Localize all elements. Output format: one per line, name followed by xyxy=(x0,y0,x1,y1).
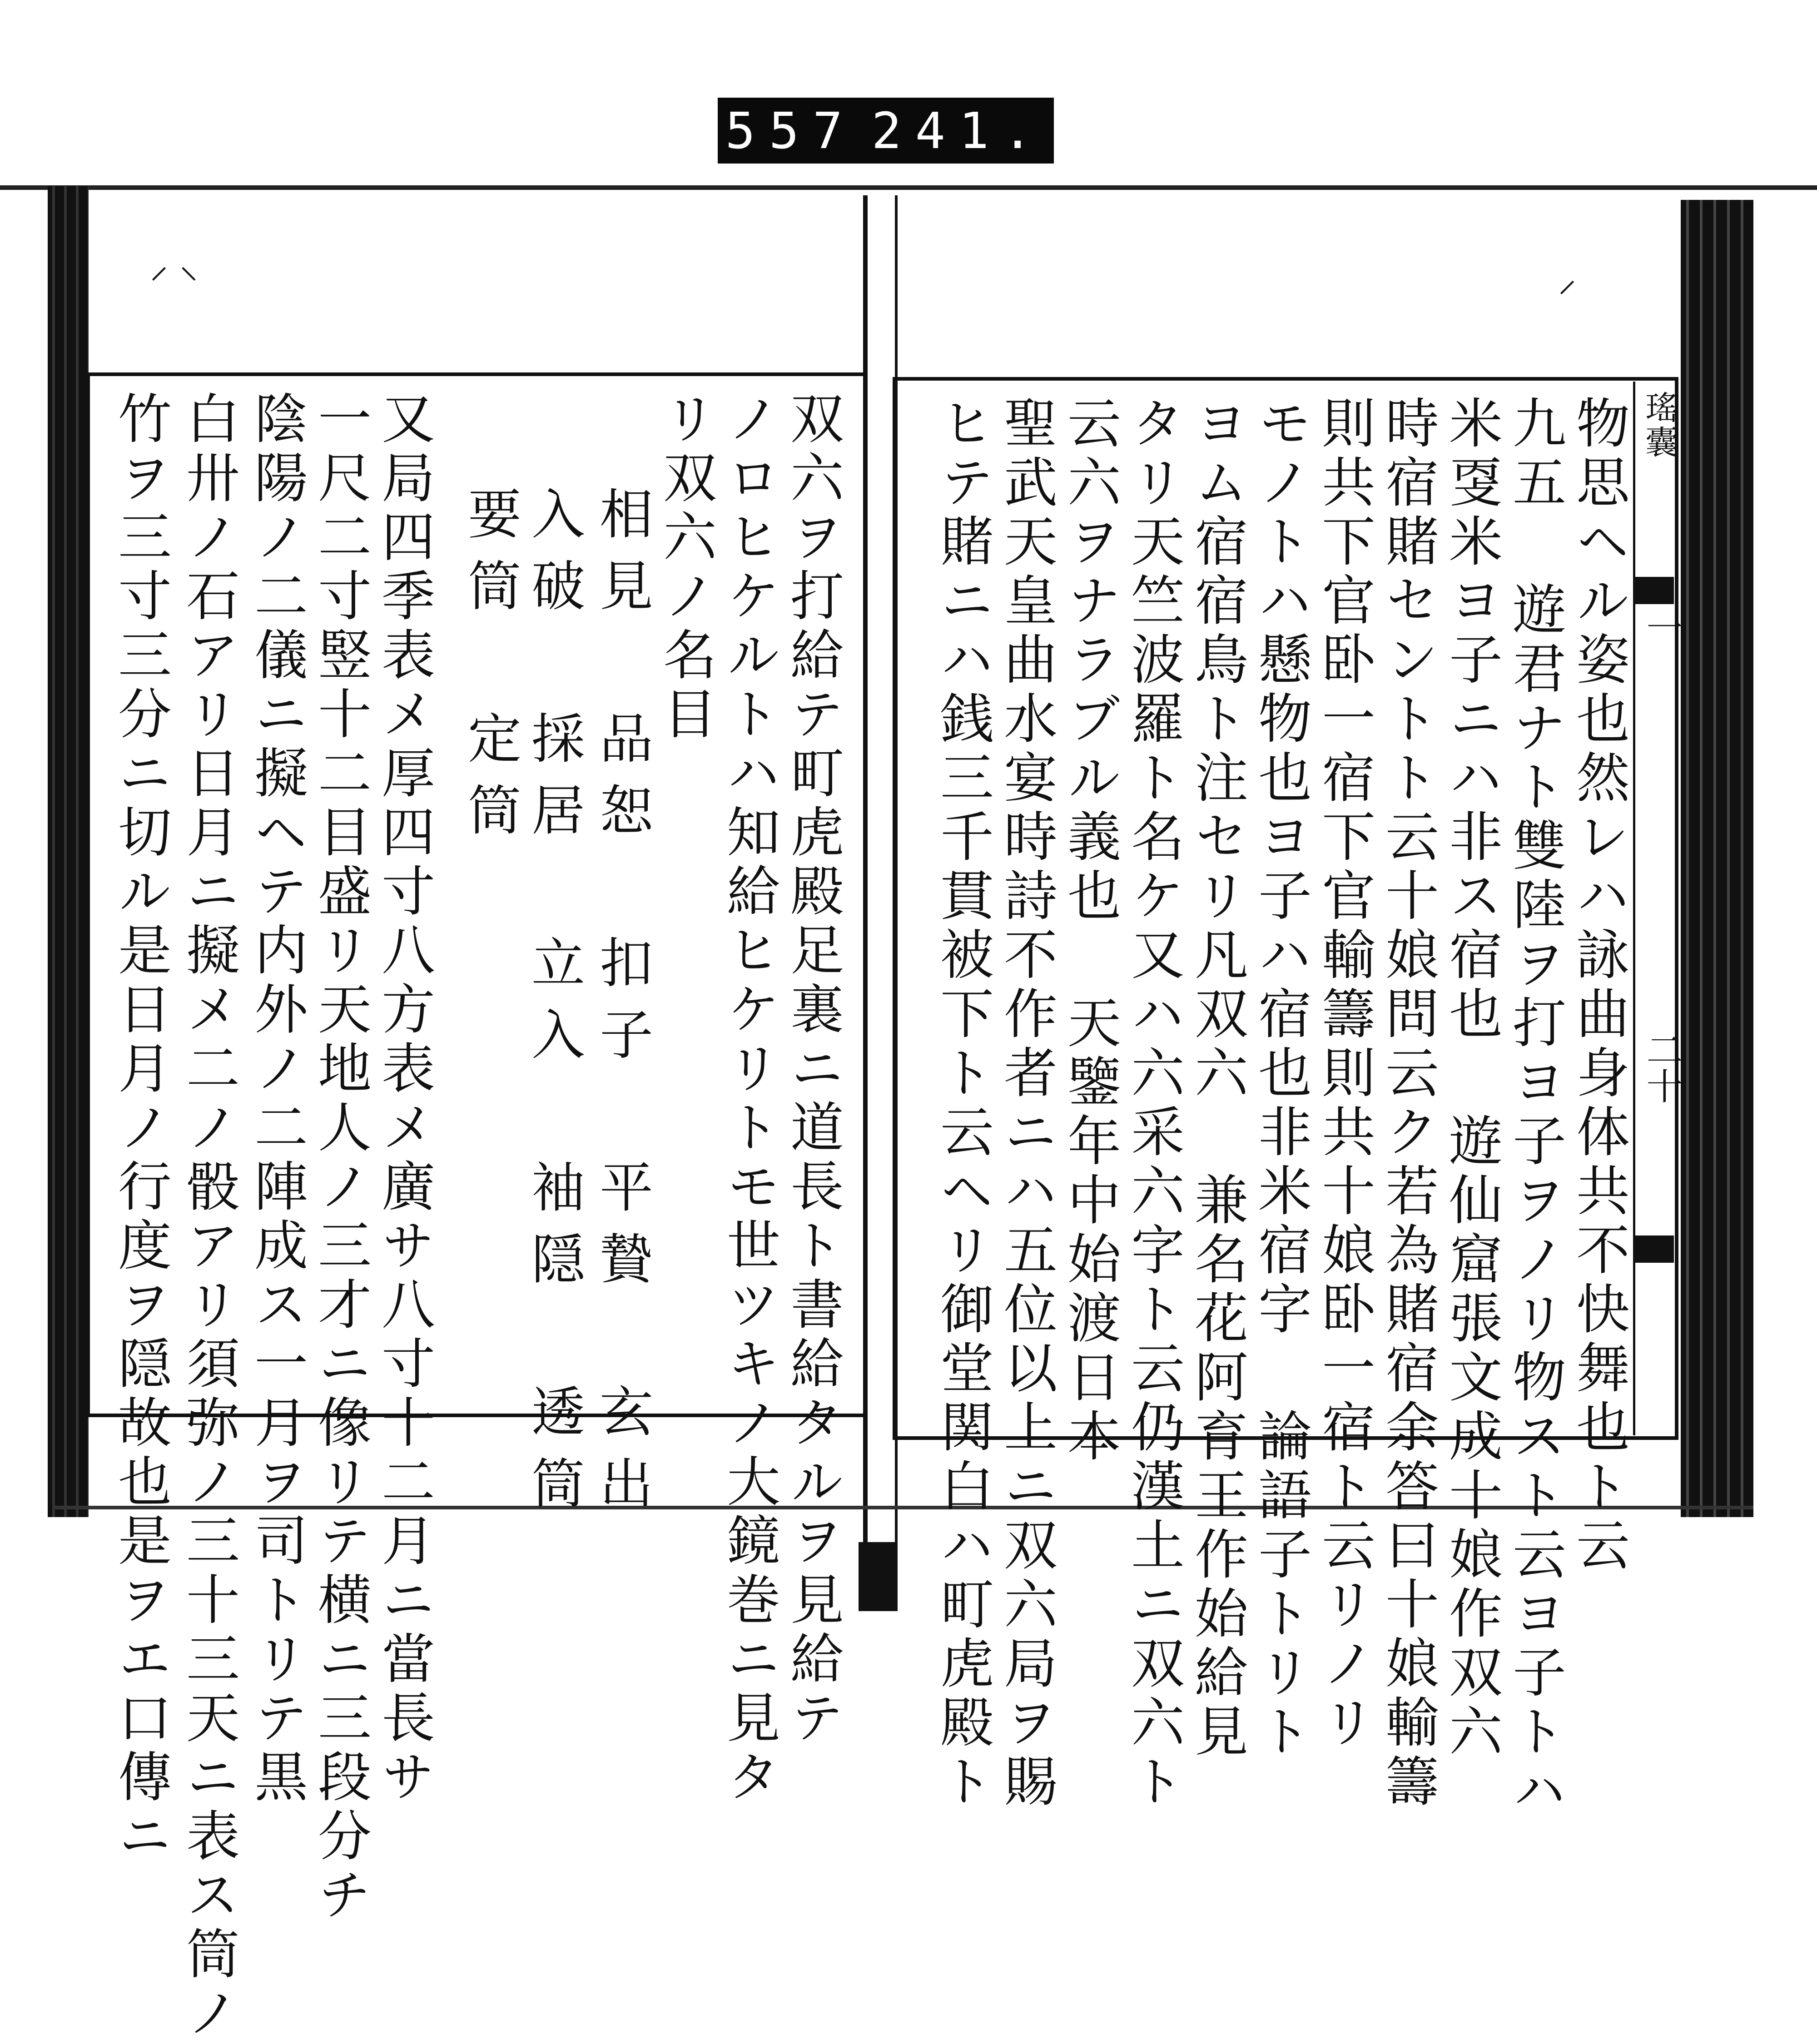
spine-foot xyxy=(859,1542,895,1611)
side-band-bottom xyxy=(1633,1235,1674,1263)
scan-top-line xyxy=(0,185,1817,190)
catalog-label xyxy=(718,98,1054,164)
right-col-9: 云六ヲナラブル義也 天鑒年中始渡日本 xyxy=(1058,395,1121,1467)
right-book-edge xyxy=(1681,200,1753,1517)
volume-number: 一 xyxy=(1640,609,1683,645)
right-col-1: 物思ヘル姿也然レハ詠曲身体共不快舞也ト云 xyxy=(1567,395,1630,1576)
right-col-6: モノトハ懸物也ヨ子ハ宿也非米宿字 論語子トリト xyxy=(1249,395,1312,1762)
left-book-edge xyxy=(48,186,89,1517)
left-col-1: 双六ヲ打給テ町虎殿足裏ニ道長ト書給タルヲ見給テ xyxy=(781,391,844,1749)
left-col-6-terms: 要筒 定筒 xyxy=(459,486,521,854)
right-col-7: ヨム宿宿鳥ト注セリ凡双六 兼名花阿育王作始給見 xyxy=(1186,395,1248,1762)
left-col-11: 竹ヲ三寸三分ニ切ル是日月ノ行度ヲ隠故也是ヲエ口傳ニ xyxy=(109,391,172,1867)
left-page-mark: ⸍ ⸌ xyxy=(150,259,198,302)
left-col-8: 一尺二寸竪十二目盛リ天地人ノ三才ニ像リテ横ニ三段分チ xyxy=(309,391,372,1926)
side-band-top xyxy=(1633,577,1674,604)
right-col-4: 時宿賭セントト云十娘問云ク若為賭宿余答曰十娘輸籌 xyxy=(1376,395,1439,1812)
page-number: 二十 xyxy=(1640,1031,1683,1104)
right-col-3: 米㪅米ヨ子ニハ非ス宿也 遊仙窟張文成十娘作双六 xyxy=(1440,395,1503,1762)
left-col-3: リ双六ノ名目 xyxy=(654,391,717,745)
left-col-5-terms: 入破 採居 立入 袖隠 透筒 xyxy=(522,486,585,1527)
left-col-9: 陰陽ノ二儀ニ擬ヘテ内外ノ二陣成ス一月ヲ司トリテ黒 xyxy=(245,391,308,1808)
left-col-2: ノロヒケルトハ知給ヒケリトモ世ツキノ大鏡巻ニ見タ xyxy=(718,391,780,1808)
right-col-2: 九五 遊君ナト雙陸ヲ打ヨ子ヲノリ物スト云ヨ子トハ xyxy=(1504,395,1566,1821)
right-col-11: ヒテ賭ニハ銭三千貫被下ト云ヘリ御堂関白ハ町虎殿ト xyxy=(931,395,994,1812)
right-col-10: 聖武天皇曲水宴時詩不作者ニハ五位以上ニ双六局ヲ賜 xyxy=(995,395,1057,1812)
page-side-strip xyxy=(1633,382,1674,1435)
left-col-7: 又局四季表メ厚四寸八方表メ廣サ八寸十二月ニ當長サ xyxy=(372,391,435,1808)
right-col-8: タリ天竺波羅ト名ケ又ハ六采六字ト云仍漢土ニ双六ト xyxy=(1122,395,1185,1812)
catalog-number-left: 557 xyxy=(725,101,857,160)
right-col-5: 則共下官卧一宿下官輸籌則共十娘卧一宿ト云リノリ xyxy=(1313,395,1375,1753)
left-col-4-terms: 相見 品恕 扣子 平贄 玄出 xyxy=(591,486,653,1527)
right-page-mark: ⸍ xyxy=(1558,273,1576,315)
book-title: 瑤囊 xyxy=(1640,391,1678,460)
catalog-number-right: 241. xyxy=(871,101,1047,160)
left-col-10: 白卅ノ石アリ日月ニ擬メ二ノ骰アリ須弥ノ三十三天ニ表ス筒ノ xyxy=(177,391,240,2044)
